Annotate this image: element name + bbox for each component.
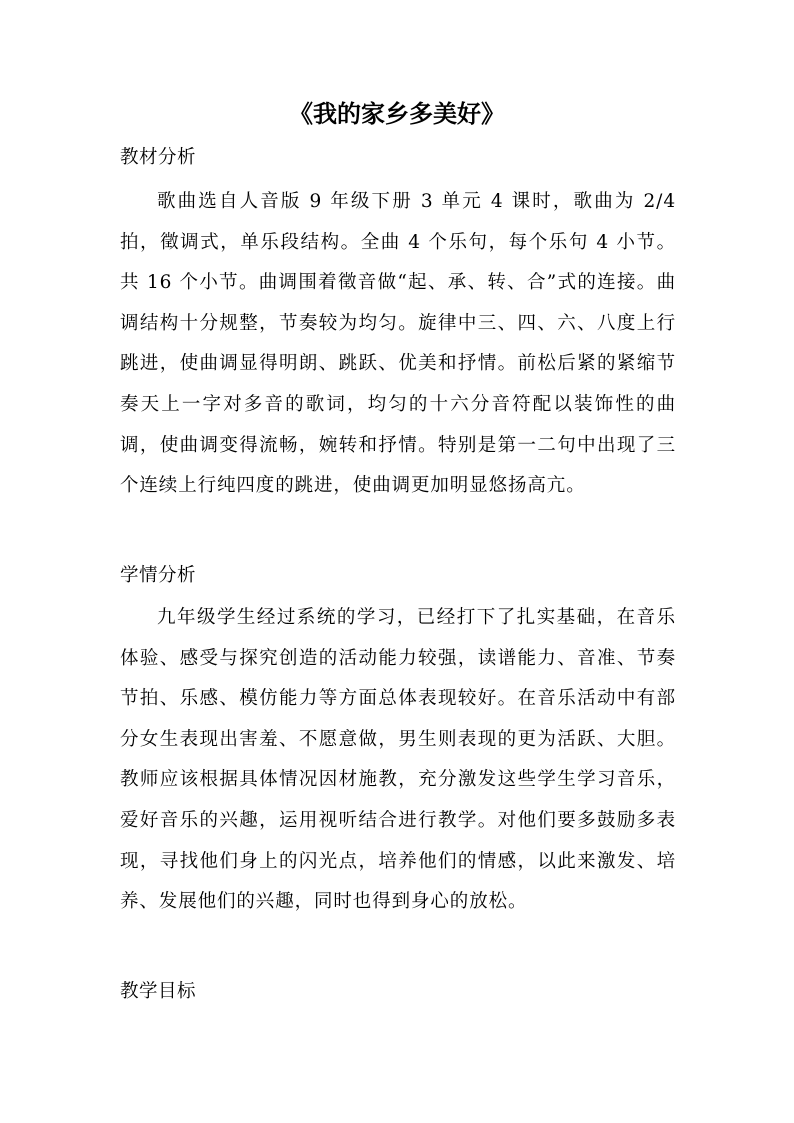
section-heading-teaching-goals: 教学目标 bbox=[120, 981, 197, 1002]
document-title: 《我的家乡多美好》 bbox=[289, 99, 505, 128]
section-heading-student-analysis: 学情分析 bbox=[120, 565, 197, 586]
section-paragraph-textbook-analysis: 歌曲选自人音版 9 年级下册 3 单元 4 课时，歌曲为 2/4 拍，徵调式，单乐段结构。全曲 4 个乐句，每个乐句 4 小节。共 16 个小节。曲调围着徵音做“起、承、转、合”式的连接。曲调结构十分规整，节奏较为均匀。旋律中三、四、六、八度上行跳进，使曲调显得明朗、跳跃、优美和抒情。前松后紧的紧缩节奏天上一字对多音的歌词，均匀的十六分音符配以装饰性的曲调，使曲调变得流畅，婉转和抒情。特别是第一二句中出现了三个连续上行纯四度的跳进，使曲调更加明显悠扬高亢。 bbox=[120, 191, 676, 497]
section-paragraph-student-analysis: 九年级学生经过系统的学习，已经打下了扎实基础，在音乐体验、感受与探究创造的活动能力较强，读谱能力、音准、节奏节拍、乐感、模仿能力等方面总体表现较好。在音乐活动中有部分女生表现出害羞、不愿意做，男生则表现的更为活跃、大胆。教师应该根据具体情况因材施教，充分激发这些学生学习音乐，爱好音乐的兴趣，运用视听结合进行教学。对他们要多鼓励多表现，寻找他们身上的闪光点，培养他们的情感，以此来激发、培养、发展他们的兴趣，同时也得到身心的放松。 bbox=[120, 607, 676, 913]
section-heading-textbook-analysis: 教材分析 bbox=[120, 147, 197, 168]
